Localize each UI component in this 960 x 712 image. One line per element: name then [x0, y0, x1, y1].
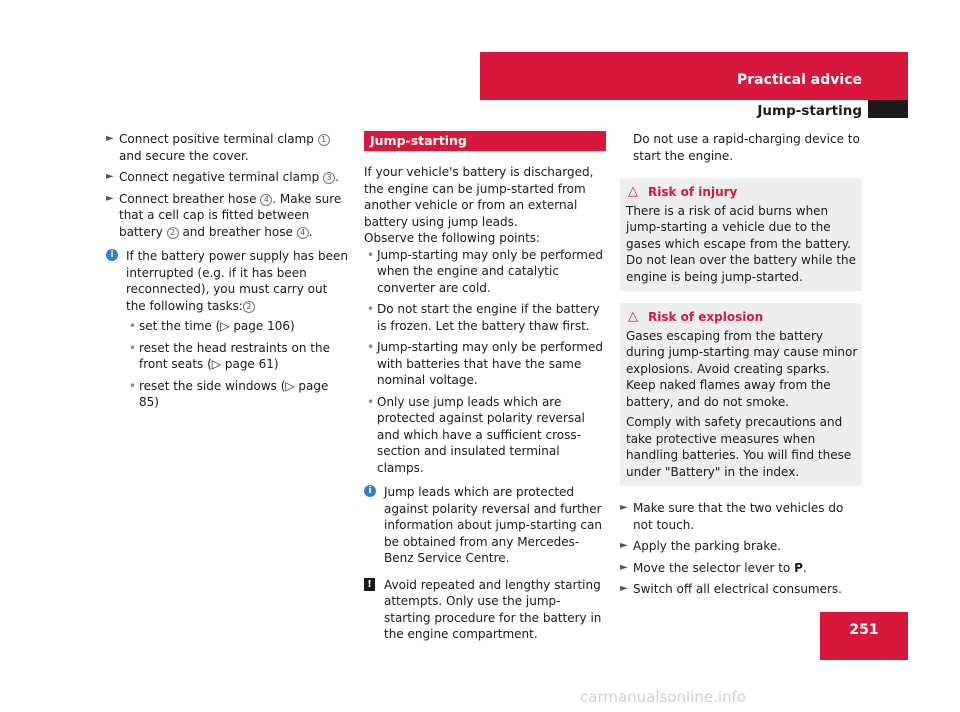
column-right: [620, 131, 862, 603]
page-subtitle: Jump-starting: [757, 103, 862, 119]
watermark: carmanualsonline.info: [580, 688, 746, 706]
step-item: ► Switch off all electrical consumers.: [620, 582, 842, 596]
step-item: ► Move the selector lever to P.: [620, 560, 807, 575]
warning-explosion: △ Risk of explosion Gases escaping from the battery during jump-starting may cause minor explosions. Avoid creating sparks. Keep naked flames away from the battery, and do not smoke. Comply with safety precautions and take protective measures when handling batteries. You will find these under "Battery" in the index.: [620, 303, 862, 486]
callout-number: 1: [318, 134, 330, 146]
page-number: 251: [820, 612, 908, 660]
arrow-icon: ►: [106, 171, 114, 182]
list-item: • reset the side windows (▷ page 85): [129, 378, 329, 409]
list-item: • reset the head restraints on the front seats (▷ page 61): [129, 340, 330, 371]
list-item: • Jump-starting may only be performed when the engine and catalytic converter are cold.: [367, 247, 603, 295]
warning-title: △ Risk of explosion: [628, 309, 764, 324]
callout-number: 3: [323, 172, 335, 184]
info-note: i If the battery power supply has been interrupted (e.g. if it has been reconnected), you must carry out the following tasks: 2: [106, 248, 350, 314]
header-marker: [868, 100, 908, 118]
callout-number: 4: [297, 227, 309, 239]
step-item: ► Connect positive terminal clamp 1 and secure the cover.: [106, 131, 350, 164]
info-icon: i: [364, 485, 376, 497]
intro-text: If your vehicle's battery is discharged, the engine can be jump-started from another vehicle or from an external battery using jump leads.: [364, 165, 594, 229]
step-item: ► Make sure that the two vehicles do not touch.: [620, 501, 844, 532]
arrow-icon: ►: [620, 561, 628, 573]
continued-text: Do not use a rapid-charging device to start the engine.: [633, 132, 860, 163]
caution-note: ! Avoid repeated and lengthy starting attempts. Only use the jump-starting procedure for the battery in the engine compartment.: [364, 577, 606, 643]
section-heading: Jump-starting: [364, 131, 606, 151]
column-middle: [364, 131, 606, 653]
arrow-icon: ►: [620, 502, 628, 513]
info-icon: i: [106, 249, 118, 261]
callout-number: 2: [243, 301, 255, 313]
callout-number: 4: [260, 194, 272, 206]
arrow-icon: ►: [106, 133, 114, 144]
observe-text: Observe the following points:: [364, 231, 541, 245]
arrow-icon: ►: [106, 192, 114, 204]
warning-triangle-icon: △: [628, 309, 638, 324]
section-title: Practical advice: [736, 72, 862, 88]
list-item: • Only use jump leads which are protected against polarity reversal and which have a sufficient cross-section and insulated terminal clamps.: [367, 394, 585, 475]
step-item: ► Connect negative terminal clamp 3 .: [106, 170, 339, 184]
callout-number: 2: [167, 227, 179, 239]
arrow-icon: ►: [620, 540, 628, 551]
arrow-icon: ►: [620, 583, 628, 594]
warning-title: △ Risk of injury: [628, 184, 738, 199]
step-item: ► Apply the parking brake.: [620, 539, 782, 553]
list-item: • Do not start the engine if the battery is frozen. Let the battery thaw first.: [367, 302, 600, 333]
warning-injury: △ Risk of injury There is a risk of acid burns when jump-starting a vehicle due to the gases which escape from the battery. Do not lean over the battery while the engine is being jump-started.: [620, 178, 862, 291]
column-left: [106, 131, 350, 416]
warning-triangle-icon: △: [628, 184, 638, 199]
info-note: i Jump leads which are protected against polarity reversal and further information about jump-starting can be obtained from any Mercedes-Benz Service Centre.: [364, 484, 606, 567]
step-item: ► Connect breather hose 4 . Make sure that a cell cap is fitted between battery 2 and breather hose 4 .: [106, 191, 342, 239]
task-list: [126, 318, 350, 411]
list-item: • Jump-starting may only be performed with batteries that have the same nominal voltage.: [367, 340, 603, 387]
list-item: • set the time (▷ page 106): [129, 319, 295, 333]
exclamation-icon: !: [364, 578, 375, 591]
